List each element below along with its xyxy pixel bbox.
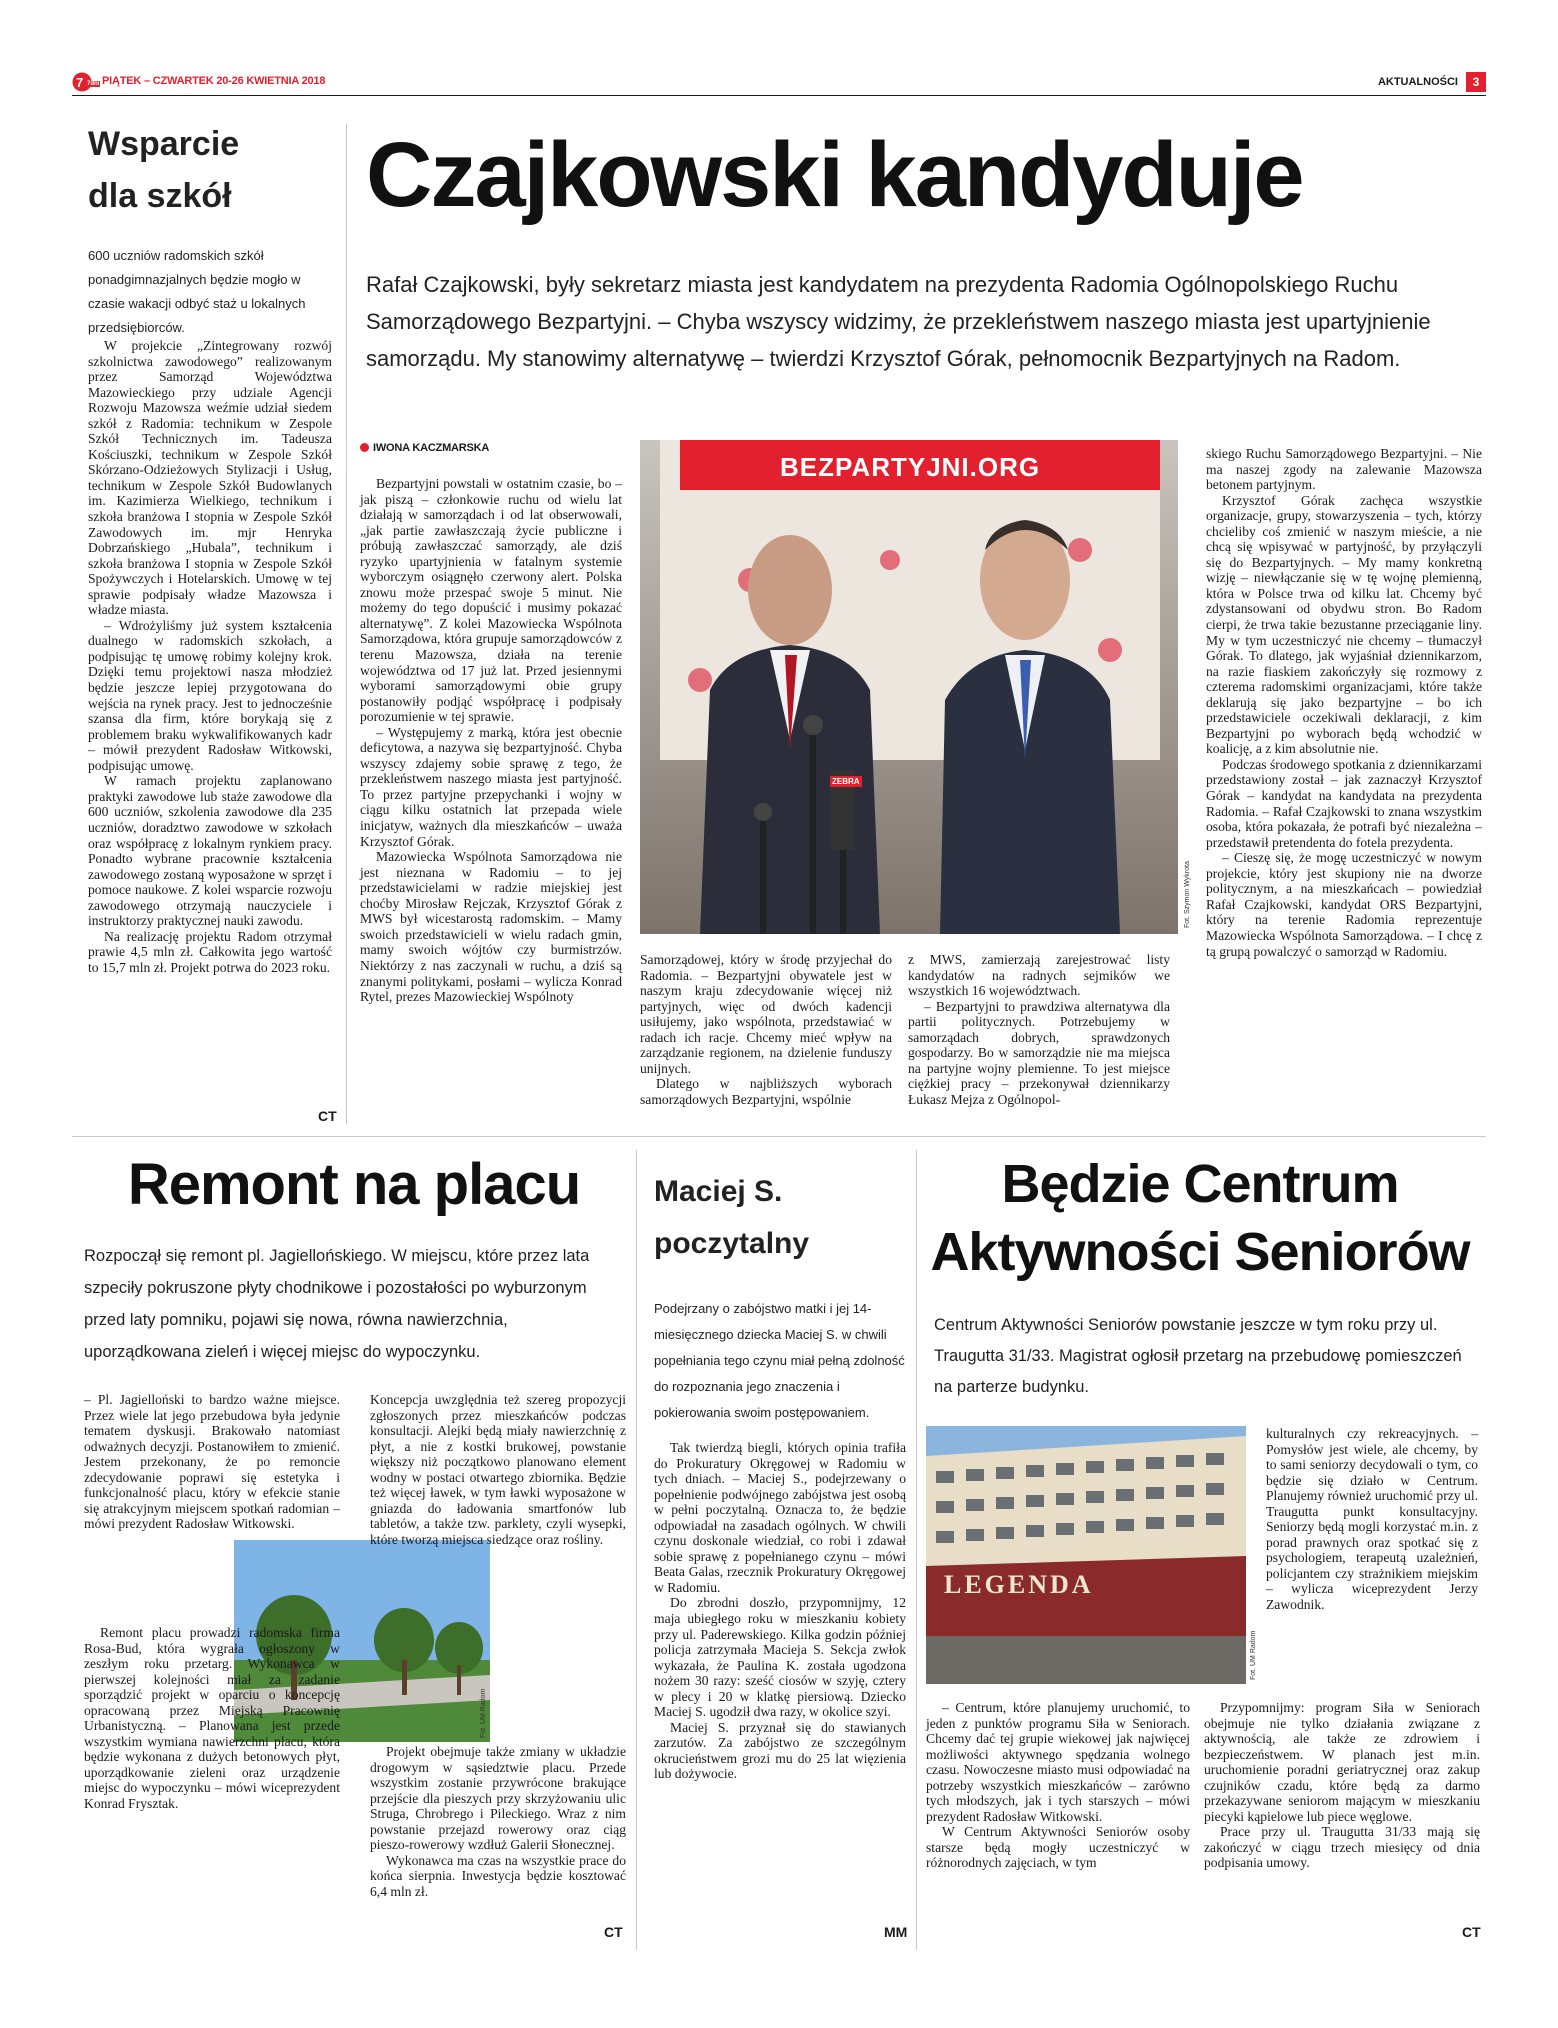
article1-lead: 600 uczniów radomskich szkół ponadgimnazjalnych będzie mogło w czasie wakacji odbyć staż u lokalnych przedsiębiorców. [88,248,306,335]
column-divider [636,1150,637,1950]
article2-col3 [908,952,1170,1107]
article5-headline-line1: Będzie Centrum [1001,1154,1399,1214]
article2-paragraph: z MWS, zamierzają zarejestrować listy kandydatów na radnych sejmików we wszystkich 16 województwach. [908,952,1170,999]
press-conference-photo [640,440,1178,934]
article1-signature: CT [318,1108,337,1124]
article5-signature: CT [1462,1924,1481,1940]
article3-paragraph: Wykonawca ma czas na wszystkie prace do końca sierpnia. Inwestycja będzie kosztować 6,4 mln zł. [370,1852,626,1899]
article2-photo-credit: Fot. Szymon Wykrota [1184,861,1191,928]
article2-col2 [640,952,892,1107]
article3-photo-credit: Fot. UM Radom [480,1688,487,1738]
article5-paragraph: Prace przy ul. Traugutta 31/33 mają się zakończyć w ciągu trzech miesięcy od dnia podpisania umowy. [1204,1824,1480,1871]
article3-paragraph: – Pl. Jagielloński to bardzo ważne miejsce. Przez wiele lat jego przebudowa była jedynie tematem dyskusji. Brakowało natomiast odważnych decyzji. Postanowiłem to zmienić. Jestem przekonany, że po remoncie zdecydowanie poprawi się estetyka i funkcjonalność placu, który w efekcie stanie się atrakcyjnym miejscem spotkań radomian – mówi prezydent Radosław Witkowski. [84,1392,340,1532]
article2-paragraph: Samorządowej, który w środę przyjechał do Radomia. – Bezpartyjni obywatele jest w naszym kraju zdecydowanie więcej niż partyjnych, więc od dwóch kadencji usiłujemy, jako wspólnota, przedstawiać w radach ich racje. Chcemy mieć wpływ na zarządzanie regionem, na dzielenie funduszy unijnych. [640,952,892,1076]
article4-signature: MM [884,1924,908,1940]
article1-paragraph: W projekcie „Zintegrowany rozwój szkolnictwa zawodowego” realizowanym przez Samorząd Województwa Mazowieckiego przy udziale Agencji Rozwoju Mazowsza weźmie udział siedem szkół z Radomia: technikum w Zespole Szkół Technicznych im. Tadeusza Kościuszki, technikum w Zespole Szkół Skórzano-Odzieżowych Stylizacji i Usług, technikum w Zespole Szkół Budowlanych im. Kazimierza Wielkiego, technikum i szkoła branżowa I stopnia w Zespole Szkół Zawodowych im. mjr Henryka Dobrzańskiego „Hubala”, technikum i szkoła branżowa I stopnia w Zespole Szkół Spożywczych i Hotelarskich. Umowę w tej sprawie podpisały władze Mazowsza i władze miasta. [88,338,332,618]
article5-headline-line2: Aktywności Seniorów [930,1222,1470,1282]
article5-paragraph: – Centrum, które planujemy uruchomić, to jeden z punktów programu Siła w Seniorach. Chcemy dać tej grupie wiekowej jak najwięcej możliwości aktywnego spędzania wolnego czasu. Nowoczesne miasto musi odpowiadać na potrzeby wszystkich mieszkańców – zarówno tych młodszych, jak i tych starszych – mówi prezydent Radosław Witkowski. [926,1700,1190,1824]
article2-paragraph: Krzysztof Górak zachęca wszystkie organizacje, grupy, stowarzyszenia – tych, którzy chcieliby coś zmienić w naszym mieście, a nie chcą się wpisywać w partyjność, by przyłączyli się do Bezpartyjnych. – My mamy konkretną wizję – niewłączanie się w tę wojnę plemienną, która w Polsce trwa od kilku lat. Chcemy być zdystansowani od obydwu stron. Bo Radom cierpi, że trwa takie bezustanne przeciąganie liny. My w tym uczestniczyć nie chcemy – tłumaczył Górak. To dlatego, jak wyjaśniał dziennikarzom, na razie fiaskiem zakończyły się rozmowy z czterema radomskimi organizacjami, które także deklarują się jako bezpartyjne – bo ich przedstawiciele oczekiwali deklaracji, z kim Bezpartyjni po wyborach będą wchodzić w koalicję, a z kim absolutnie nie. [1206,492,1482,757]
article5-col2-top [1266,1426,1478,1613]
article4-body [654,1440,906,1782]
article3-headline: Remont na placu [127,1152,581,1217]
article2-paragraph: – Występujemy z marką, która jest obecnie deficytowa, a nazywa się bezpartyjność. Chyba wszyscy zdajemy sobie sprawę z tego, że przekleństwem naszego miasta jest partyjność. To przez partyjne przepychanki i wojny w ciągu kilku ostatnich lat przepada wiele inicjatyw, ważnych dla mieszkańców – uważa Krzysztof Górak. [360,724,622,849]
article3-lead: Rozpoczął się remont pl. Jagiellońskiego. W miejscu, które przez lata szpeciły pokruszone płyty chodnikowe i pozostałości po wyburzonym przed laty pomniku, pojawi się nowa, równa nawierzchnia, uporządkowana zieleń i więcej miejsc do wypoczynku. [84,1247,590,1361]
red-dot-icon [360,443,369,452]
article2-col4 [1206,446,1482,959]
article2-paragraph: Podczas środowego spotkania z dziennikarzami przedstawiony został – jak zaznaczył Krzysztof Górak – kandydat na kandydata na prezydenta Radomia. – Rafał Czajkowski to znana wszystkim osoba, która pokazała, że potrafi być niezależna – przedstawił pretendenta do fotela prezydenta. [1206,756,1482,850]
article2-headline: Czajkowski kandyduje [366,124,1303,226]
logo-text: 7dni [87,81,100,87]
article5-paragraph: kulturalnych czy rekreacyjnych. – Pomysłów jest wiele, ale chcemy, by to sami seniorzy decydowali o tym, co będzie się działo w Centrum. Planujemy również uruchomić przy ul. Traugutta punkt konsultacyjny. Seniorzy będą mogli korzystać m.in. z porad prawnych oraz spotkać się z psychologiem, terapeutą uzależnień, policjantem czy strażnikiem miejskim – wylicza wiceprezydent Jerzy Zawodnik. [1266,1426,1478,1613]
article4-paragraph: Maciej S. przyznał się do stawianych zarzutów. Za zabójstwo ze szczególnym okrucieństwem grozi mu do 25 lat więzienia lub dożywocie. [654,1719,906,1782]
article5-paragraph: W Centrum Aktywności Seniorów osoby starsze będą mogły uczestniczyć w różnorodnych zajęciach, w tym [926,1824,1190,1871]
photo-banner-text: BEZPARTYJNI.ORG [780,452,1041,482]
article4-paragraph: Tak twierdzą biegli, których opinia trafiła do Prokuratury Okręgowej w Radomiu w tych dniach. – Maciej S., podejrzewany o popełnienie podwójnego zabójstwa jest osobą w pełni poczytalną. Oznacza to, że będzie odpowiadał na zasadach ogólnych. W chwili czynu doskonale wiedział, co robi i zdawał sobie sprawę z popełnianego czynu – mówi Beata Galas, rzecznik Prokuratury Okręgowej w Radomiu. [654,1440,906,1595]
article3-paragraph: Remont placu prowadzi radomska firma Rosa-Bud, która wygrała ogłoszony w zeszłym roku przetarg. Wykonawca w pierwszej kolejności miał za zadanie sporządzić projekt w oparciu o koncepcję opracowaną przez Miejską Pracownię Urbanistyczną. – Planowana jest przede wszystkim wymiana nawierzchni placu, która będzie wykonana z dużych betonowych płyt, uporządkowanie zieleni oraz urządzenie miejsc do wypoczynku – mówi wiceprezydent Konrad Frysztak. [84,1625,340,1812]
article2-paragraph: – Bezpartyjni to prawdziwa alternatywa dla partii politycznych. Potrzebujemy w samorządach dobrych, sprawdzonych gospodarzy. Bo w samorządzie nie ma miejsca na partyjne wojny plemienne. To jest miejsce ciężkiej pracy – przekonywał dziennikarzy Łukasz Mejza z Ogólnopol- [908,998,1170,1107]
article5-headline [930,1150,1470,1286]
article1-title-line2: dla szkół [88,177,232,215]
column-divider [916,1150,917,1950]
article2-author: IWONA KACZMARSKA [373,442,490,454]
article2-paragraph: Mazowiecka Wspólnota Samorządowa nie jest nieznana w Radomiu – to jej przedstawicielami w radzie miejskiej jest choćby Mirosław Rejczak, Krzysztof Górak z MWS był wicestarostą radomskim. – Mamy swoich przedstawicieli w wielu radach gmin, mamy swoich wójtów czy burmistrzów. Niektórzy z nas zaczynali w ruchu, a dziś są znanymi politykami, posłami – wylicza Konrad Rytel, prezes Mazowieckiej Wspólnoty [360,849,622,1005]
issue-date: PIĄTEK – CZWARTEK 20-26 KWIETNIA 2018 [102,75,326,87]
article3-paragraph: Projekt obejmuje także zmiany w układzie drogowym w sąsiedztwie placu. Przede wszystkim zostanie przywrócone brakujące przejście dla pieszych przy skrzyżowaniu ulic Struga, Chrobrego i Pileckiego. Wraz z nim powstanie przejazd rowerowy oraz ciąg pieszo-rowerowy wzdłuż Galerii Słonecznej. [370,1744,626,1853]
article2-lead: Rafał Czajkowski, były sekretarz miasta jest kandydatem na prezydenta Radomia Ogólnopolskiego Ruchu Samorządowego Bezpartyjni. – Chyba wszyscy widzimy, że przekleństwem naszego miasta jest upartyjnienie samorządu. My stanowimy alternatywę – twierdzi Krzysztof Górak, pełnomocnik Bezpartyjnych na Radom. [366,272,1431,371]
article5-photo-credit: Fot. UM Radom [1250,1630,1257,1680]
article3-col2-mid [370,1744,626,1899]
column-divider [346,124,347,1124]
article1-title-line1: Wsparcie [88,125,240,163]
article4-lead: Podejrzany o zabójstwo matki i jej 14-miesięcznego dziecka Maciej S. w chwili popełniania tego czynu miał pełną zdolność do rozpoznania jego znaczenia i pokierowania swoim postępowaniem. [654,1301,905,1420]
article3-col1-mid [84,1625,340,1812]
article4-paragraph: Do zbrodni doszło, przypomnijmy, 12 maja ubiegłego roku w mieszkaniu kobiety przy ul. Paderewskiego. Kilka godzin później policja zatrzymała Macieja S. Sekcja zwłok wykazała, że Paulina K. została ugodzona nożem 30 razy: sześć ciosów w szyję, cztery w plecy i 20 w klatkę piersiową. Dziecko Maciej S. ugodził dwa razy, w okolice szyi. [654,1595,906,1720]
article2-paragraph: skiego Ruchu Samorządowego Bezpartyjni. – Nie ma naszej zgody na zalewanie Mazowsza betonem partyjnym. [1206,446,1482,493]
page-header [72,72,1486,96]
article3-signature: CT [604,1924,623,1940]
article4-title [654,1166,914,1270]
article2-photo [640,440,1178,934]
article4-title-line1: Maciej S. [654,1175,783,1208]
article5-paragraph: Przypomnijmy: program Siła w Seniorach obejmuje nie tylko działania związane z aktywnością, ale także ze zdrowiem i bezpieczeństwem. W planach jest m.in. uruchomienie poradni geriatrycznej oraz zakup czujników czadu, które będą za darmo przekazywane seniorom mającym w mieszkaniu piecyki kąpielowe lub piece węglowe. [1204,1700,1480,1824]
article5-col1 [926,1700,1190,1871]
svg-text:7: 7 [76,75,84,90]
section-label: AKTUALNOŚCI [1377,76,1458,88]
article5-col2-rest [1204,1700,1480,1871]
article2-paragraph: Bezpartyjni powstali w ostatnim czasie, bo – jak piszą – członkowie ruchu od wielu lat działają w samorządach i od lat obserwowali, „jak partie zawłaszczają życie publiczne i próbują zawłaszczać samorządy, ale dziś ryzyko upartyjnienia w fatalnym systemie wyborczym osiągnęło czerwony alert. Polska znowu może przespać swoje 5 minut. Nie możemy do tego dopuścić i musimy pokazać alternatywę”. Z kolei Mazowiecka Wspólnota Samorządowa, która grupuje samorządowców z terenu Mazowsza, działa na terenie województwa od 17 już lat. Przed jesiennymi wyborami samorządowymi obie grupy postanowiły podjąć współpracę i podpisały porozumienie w tej sprawie. [360,476,622,725]
article1-paragraph: W ramach projektu zaplanowano praktyki zawodowe lub staże zawodowe dla 600 uczniów, szkolenia zawodowe dla 235 uczniów, doradztwo zawodowe w szkołach oraz współpracę z lokalnym rynkiem pracy. Ponadto wybrane pracownie kształcenia zawodowego zostaną wyposażone w sprzęt i pomoce naukowe. Z kolei wsparcie rozwoju zawodowego otrzymają nauczyciele i instruktorzy praktycznej nauki zawodu. [88,773,332,929]
article3-col2 [370,1392,626,1547]
article3-paragraph: Koncepcja uwzględnia też szereg propozycji zgłoszonych przez mieszkańców podczas konsultacji. Alejki będą miały nawierzchnię z płyt, a nie z kostki brukowej, powstanie większy niż początkowo planowano element wodny w postaci otwartego zbiornika. Będzie też więcej ławek, w tym ławki wyposażone w gniazda do ładowania smartfonów lub tabletów, a także tzw. parklety, czyli wysepki, które tworzą miejsca siedzące oraz rośliny. [370,1392,626,1547]
article4-title-line2: poczytalny [654,1227,810,1260]
article3-col1 [84,1392,340,1532]
page-number: 3 [1466,72,1486,92]
article2-paragraph: Dlatego w najbliższych wyborach samorządowych Bezpartyjni, wspólnie [640,1076,892,1107]
article2-paragraph: – Cieszę się, że mogę uczestniczyć w nowym projekcie, który jest skupiony nie na dworze politycznym, a na mieszkańcach – powiedział Rafał Czajkowski, kandydat ORS Bezpartyjni, który na terenie Radomia reprezentuje Mazowiecka Wspólnota Samorządowa. – I chcę z tą grupą powalczyć o samorząd w Radomiu. [1206,850,1482,959]
article1-paragraph: Na realizację projektu Radom otrzymał prawie 4,5 mln zł. Całkowita jego wartość to 15,7 mln zł. Projekt potrwa do 2023 roku. [88,928,332,975]
article5-lead: Centrum Aktywności Seniorów powstanie jeszcze w tym roku przy ul. Traugutta 31/33. Magistrat ogłosił przetarg na przebudowę pomieszczeń na parterze budynku. [934,1316,1462,1396]
article1-title [88,118,328,222]
building-photo [926,1426,1246,1684]
article2-col1 [360,476,622,1005]
photo-sign-text: LEGENDA [944,1570,1094,1599]
article1-paragraph: – Wdrożyliśmy już system kształcenia dualnego w radomskich szkołach, a podpisując tę umowę robimy kolejny krok. Dzięki temu projektowi nasza młodzież będzie jeszcze lepiej przygotowana do wejścia na rynek pracy. Jest to jednocześnie szansa dla firm, które borykają się z problemem braku wykwalifikowanych kadr – mówił prezydent Radosław Witkowski, podpisując umowę. [88,617,332,773]
section-divider [72,1136,1486,1137]
article1-body [88,338,332,975]
mic-label-text: ZEBRA [832,777,860,786]
article2-byline [360,442,489,454]
header-rule [72,95,1486,96]
article5-photo [926,1426,1246,1684]
